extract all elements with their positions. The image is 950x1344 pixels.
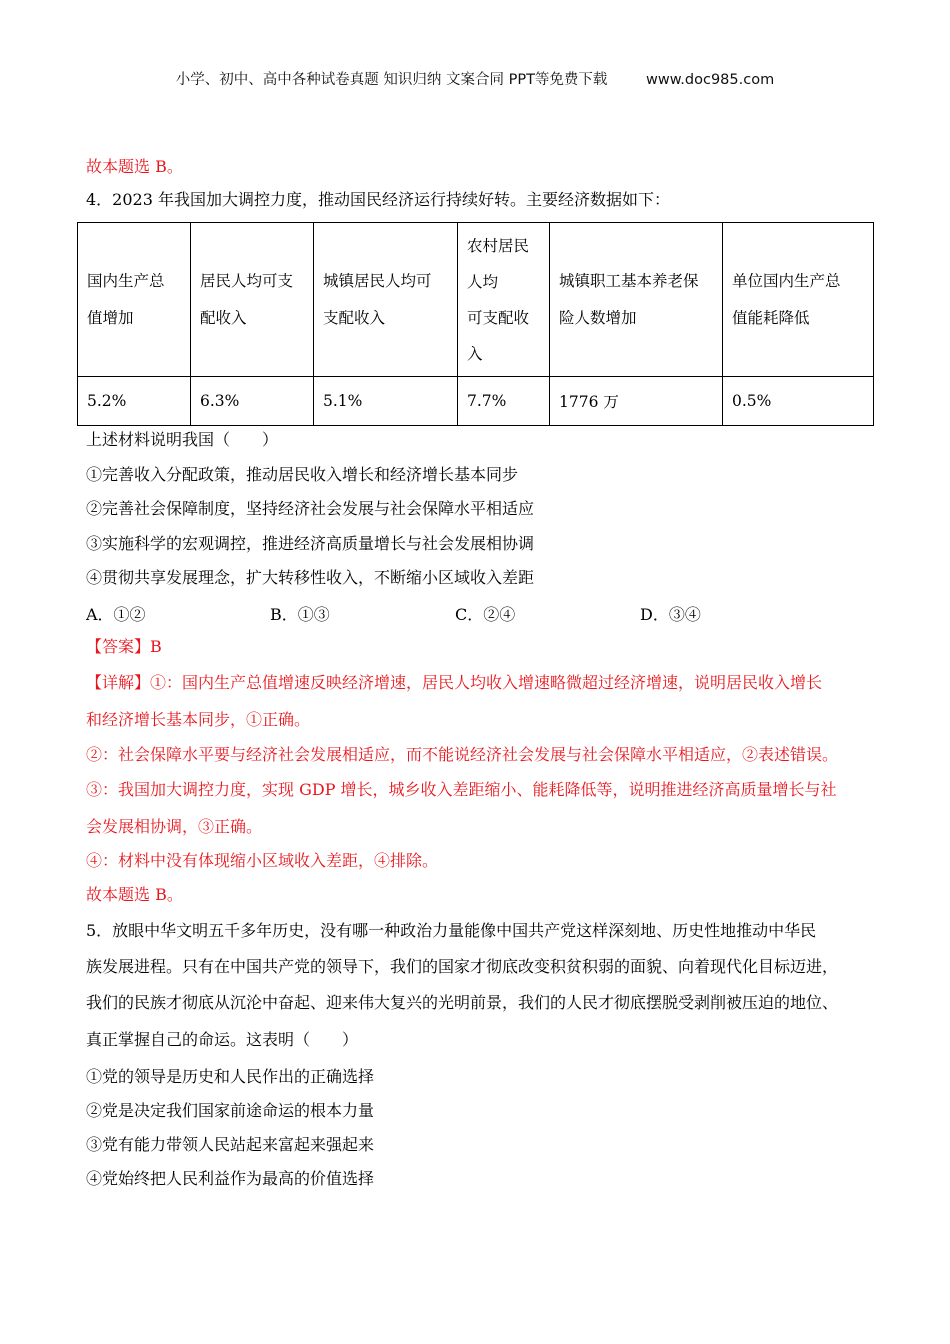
table-cell: 6.3% xyxy=(191,377,314,426)
table-header-cell: 单位国内生产总 值能耗降低 xyxy=(723,223,874,377)
table-cell: 5.1% xyxy=(314,377,458,426)
q5-stem-line-2: 族发展进程。只有在中国共产党的领导下，我们的国家才彻底改变积贫积弱的面貌、向着现代化目标迈进， xyxy=(86,957,839,976)
q4-explanation-line-3: ②：社会保障水平要与经济社会发展相适应，而不能说经济社会发展与社会保障水平相适应，②表述错误。 xyxy=(86,745,839,764)
table-value-row xyxy=(78,377,874,426)
q5-statement-2: ②党是决定我们国家前途命运的根本力量 xyxy=(86,1101,375,1120)
table-header-cell: 国内生产总 值增加 xyxy=(78,223,191,377)
previous-question-conclusion: 故本题选 B。 xyxy=(86,157,183,176)
page-header xyxy=(0,68,950,89)
q4-prompt: 上述材料说明我国（ ） xyxy=(86,430,279,449)
q5-statement-3: ③党有能力带领人民站起来富起来强起来 xyxy=(86,1135,375,1154)
header-url[interactable]: www.doc985.com xyxy=(646,72,775,88)
q5-statement-1: ①党的领导是历史和人民作出的正确选择 xyxy=(86,1067,375,1086)
q4-stem: 4．2023 年我国加大调控力度，推动国民经济运行持续好转。主要经济数据如下： xyxy=(86,190,670,209)
table-cell: 5.2% xyxy=(78,377,191,426)
q4-conclusion: 故本题选 B。 xyxy=(86,885,183,904)
q5-stem-line-3: 我们的民族才彻底从沉沦中奋起、迎来伟大复兴的光明前景，我们的人民才彻底摆脱受剥削被压迫的地位、 xyxy=(86,993,839,1012)
table-header-cell: 居民人均可支 配收入 xyxy=(191,223,314,377)
economic-data-table xyxy=(77,222,874,426)
table-cell: 1776 万 xyxy=(550,377,723,426)
q4-option-c[interactable]: C．②④ xyxy=(455,605,516,624)
table-cell: 0.5% xyxy=(723,377,874,426)
q4-option-b[interactable]: B．①③ xyxy=(270,605,330,624)
q5-stem-line-1: 5．放眼中华文明五千多年历史，没有哪一种政治力量能像中国共产党这样深刻地、历史性地推动中华民 xyxy=(86,921,817,940)
table-header-cell: 城镇职工基本养老保 险人数增加 xyxy=(550,223,723,377)
q4-option-d[interactable]: D．③④ xyxy=(640,605,701,624)
q4-statement-1: ①完善收入分配政策，推动居民收入增长和经济增长基本同步 xyxy=(86,465,519,484)
header-text: 小学、初中、高中各种试卷真题 知识归纳 文案合同 PPT等免费下载 xyxy=(175,72,608,88)
q5-stem-line-4: 真正掌握自己的命运。这表明（ ） xyxy=(86,1030,359,1049)
q4-option-a[interactable]: A．①② xyxy=(86,605,146,624)
table-header-row xyxy=(78,223,874,377)
q4-statement-4: ④贯彻共享发展理念，扩大转移性收入，不断缩小区域收入差距 xyxy=(86,568,535,587)
explanation-label: 【详解】 xyxy=(86,673,151,692)
table-header-cell: 农村居民 人均 可支配收 入 xyxy=(458,223,550,377)
q4-explanation-line-6: ④：材料中没有体现缩小区域收入差距，④排除。 xyxy=(86,851,439,870)
q5-statement-4: ④党始终把人民利益作为最高的价值选择 xyxy=(86,1169,375,1188)
q4-statement-3: ③实施科学的宏观调控，推进经济高质量增长与社会发展相协调 xyxy=(86,534,535,553)
q4-explanation-line-1: 【详解】①：国内生产总值增速反映经济增速，居民人均收入增速略微超过经济增速，说明居民收入增长 xyxy=(86,673,823,692)
q4-explanation-line-2: 和经济增长基本同步，①正确。 xyxy=(86,710,311,729)
table-cell: 7.7% xyxy=(458,377,550,426)
q4-answer: 【答案】B xyxy=(86,637,162,656)
q4-statement-2: ②完善社会保障制度，坚持经济社会发展与社会保障水平相适应 xyxy=(86,499,535,518)
table-header-cell: 城镇居民人均可 支配收入 xyxy=(314,223,458,377)
q4-explanation-line-5: 会发展相协调，③正确。 xyxy=(86,817,263,836)
q4-explanation-line-4: ③：我国加大调控力度，实现 GDP 增长，城乡收入差距缩小、能耗降低等，说明推进经济高质量增长与社 xyxy=(86,780,837,799)
